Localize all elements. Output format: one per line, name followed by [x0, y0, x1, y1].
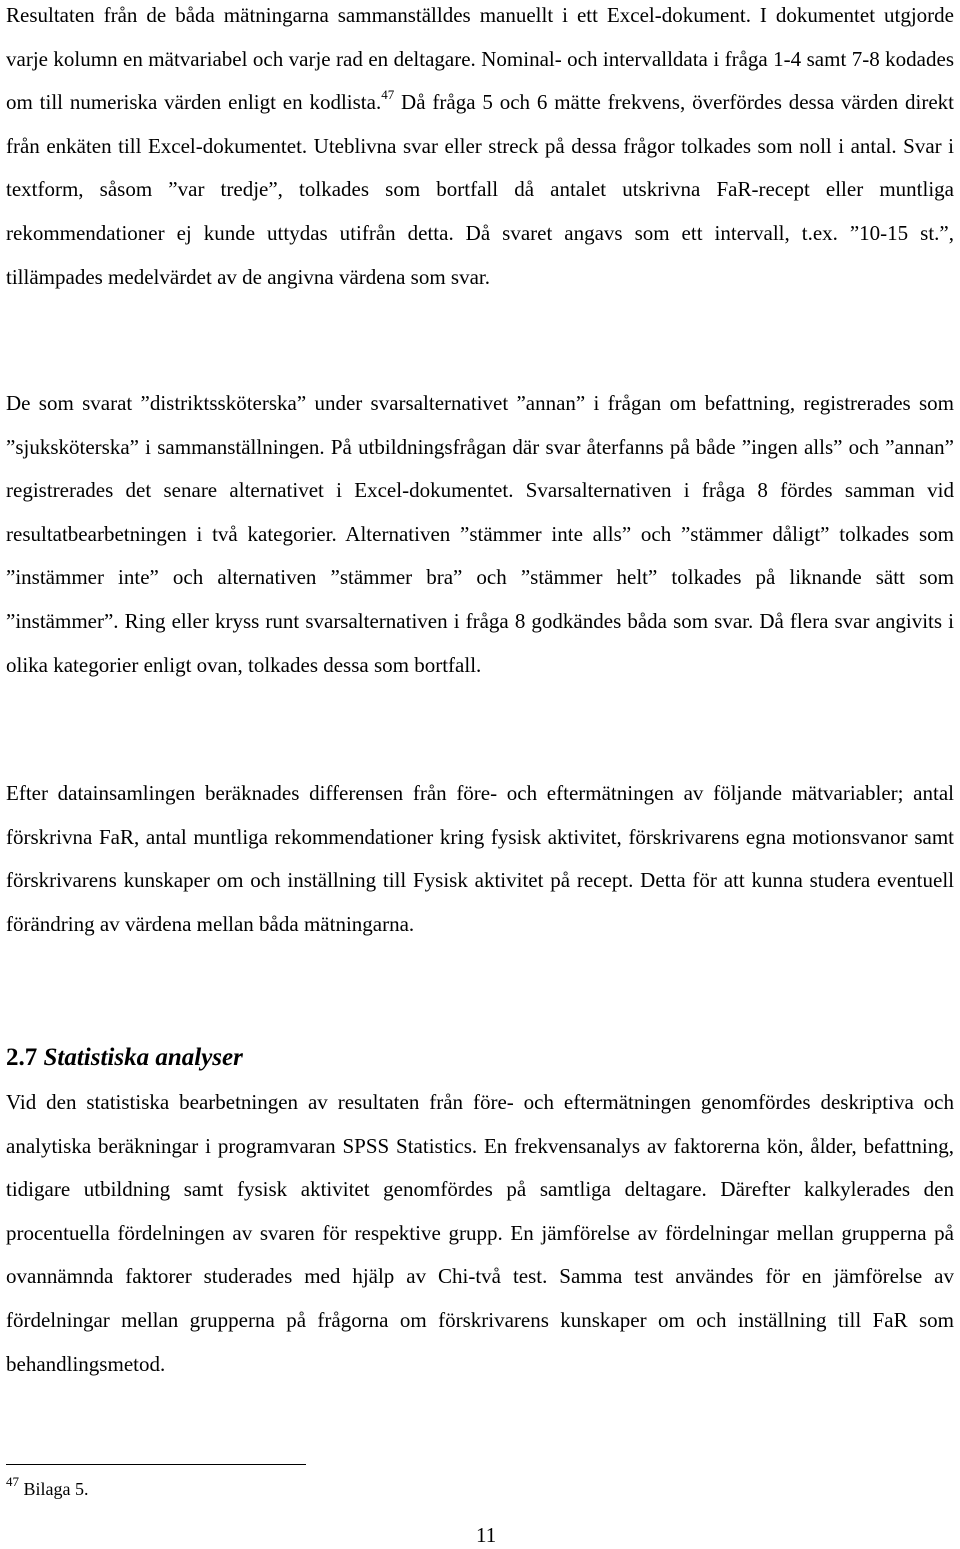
paragraph-text: Då fråga 5 och 6 mätte frekvens, överfördes dessa värden direkt från enkäten till Excel-dokumentet. Uteblivna svar eller streck på dessa frågor tolkades som noll i antal. Svar i textform, såsom ”var tredje”, tolkades som bortfall då antalet utskrivna FaR-recept eller muntliga rekommendationer ej kunde uttydas utifrån detta. Då svaret angavs som ett intervall, t.ex. ”10-15 st.”, tillämpades medelvärdet av de angivna värdena som svar.: [6, 90, 954, 289]
paragraph-statistical-analysis: Vid den statistiska bearbetningen av resultaten från före- och eftermätningen genomfördes deskriptiva och analytiska beräkningar i programvaran SPSS Statistics. En frekvensanalys av faktorerna kön, ålder, befattning, tidigare utbildning samt fysisk aktivitet genomfördes på samtliga deltagare. Därefter kalkylerades den procentuella fördelningen av svaren för respektive grupp. En jämförelse av fördelningar mellan grupperna på ovannämnda faktorer studerades med hjälp av Chi-två test. Samma test användes för en jämförelse av fördelningar mellan grupperna på frågorna om förskrivarens kunskaper om och inställning till FaR som behandlingsmetod.: [6, 1090, 954, 1376]
footnote-marker: 47: [6, 1474, 19, 1489]
footnote-separator: [6, 1464, 306, 1465]
section-number: 2.7: [6, 1044, 38, 1071]
paragraph-differences: Efter datainsamlingen beräknades differensen från före- och eftermätningen av följande mätvariabler; antal förskrivna FaR, antal muntliga rekommendationer kring fysisk aktivitet, förskrivarens egna motionsvanor samt förskrivarens kunskaper om och inställning till Fysisk aktivitet på recept. Detta för att kunna studera eventuell förändring av värdena mellan båda mätningarna.: [6, 781, 954, 936]
footnote-text: Bilaga 5.: [19, 1479, 89, 1499]
footnote-reference[interactable]: 47: [381, 87, 395, 103]
paragraph-data-coding: [6, 0, 954, 299]
section-title: Statistiska analyser: [43, 1044, 243, 1071]
section-heading: [6, 1038, 243, 1078]
page-number: 11: [476, 1523, 497, 1547]
footnote: [6, 1474, 89, 1504]
paragraph-text: Resultaten från de båda mätningarna sammanställdes manuellt i ett Excel-dokument. I dokumentet utgjorde varje kolumn en mätvariabel och varje rad en deltagare. Nominal- och intervalldata i fråga 1-4 samt 7-8 kodades om till numeriska värden enligt en kodlista.: [6, 3, 954, 115]
paragraph-response-handling: De som svarat ”distriktssköterska” under svarsalternativet ”annan” i frågan om befattning, registrerades som ”sjuksköterska” i sammanställningen. På utbildningsfrågan där svar återfanns på både ”ingen alls” och ”annan” registrerades det senare alternativet i Excel-dokumentet. Svarsalternativen i fråga 8 fördes samman vid resultatbearbetningen i två kategorier. Alternativen ”stämmer inte alls” och ”stämmer dåligt” tolkades som ”instämmer inte” och alternativen ”stämmer bra” och ”stämmer helt” tolkades på liknande sätt som ”instämmer”. Ring eller kryss runt svarsalternativen i fråga 8 godkändes båda som svar. Då flera svar angivits i olika kategorier enligt ovan, tolkades dessa som bortfall.: [6, 391, 954, 677]
